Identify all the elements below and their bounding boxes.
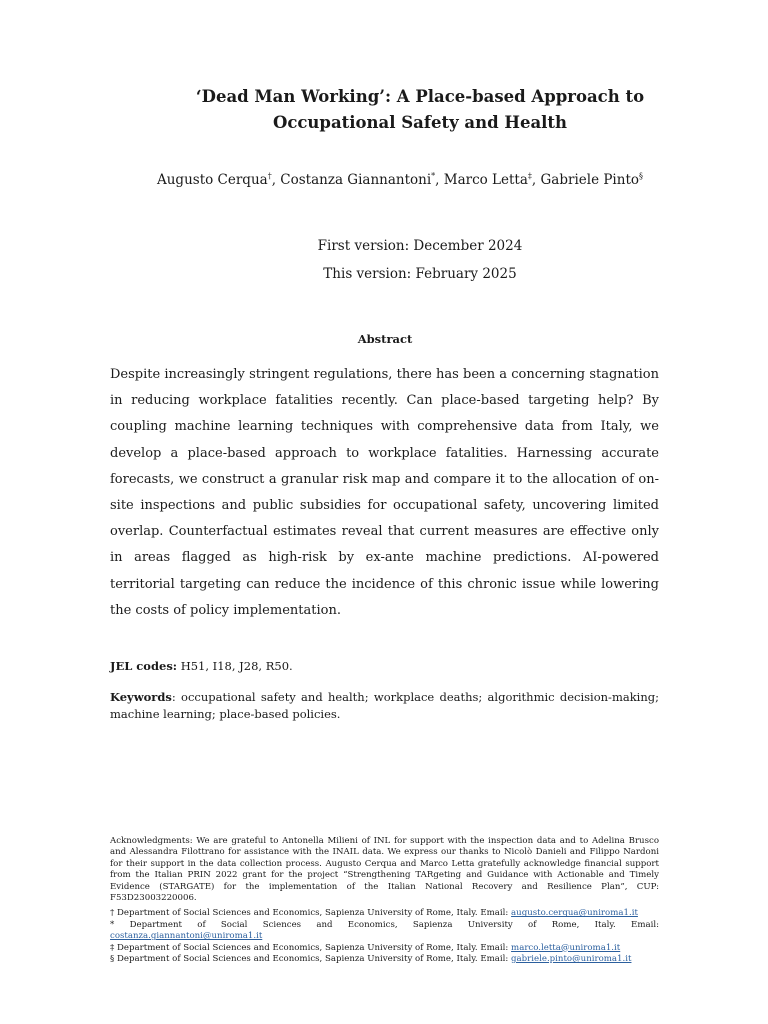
keywords-text: : occupational safety and health; workplace deaths; algorithmic decision-making; machine learning; place-based policies.	[110, 690, 659, 721]
jel-codes	[110, 658, 659, 674]
footnote-mark: ‡	[110, 942, 115, 953]
first-version: First version: December 2024	[317, 238, 523, 254]
title-line-1: ‘Dead Man Working’: A Place-based Approach to	[195, 87, 645, 106]
author-name: Costanza Giannantoni	[280, 172, 432, 188]
title-line-2: Occupational Safety and Health	[272, 113, 568, 132]
keywords-label: Keywords	[110, 690, 172, 704]
acknowledgments: Acknowledgments: We are grateful to Antonella Milieni of INL for support with the inspection data and to Adelina Brusco and Alessandra Filottrano for assistance with the INAIL data. We express our thanks to Nicolò Danieli and Filippo Nardoni for their support in the data collection process. Augusto Cerqua and Marco Letta gratefully acknowledge financial support from the Italian PRIN 2022 grant for the project “Strengthening TARgeting and Guidance with Actionable and Timely Evidence (STARGATE) for the implementation of the Italian National Recovery and Resilience Plan”, CUP: F53D23003220006.	[110, 836, 659, 904]
abstract-line: based approach to workplace fatalities. Harnessing accurate forecasts, we construct a	[110, 445, 659, 487]
footnotes	[110, 836, 659, 965]
author-list: Augusto Cerqua†, Costanza Giannantoni*, Marco Letta‡, Gabriele Pinto§	[156, 171, 643, 188]
email-link[interactable]: gabriele.pinto@uniroma1.it	[511, 954, 632, 965]
abstract-line: reveal that current measures are effective only in areas flagged as high-risk by ex-ante	[110, 524, 660, 566]
paper-title	[150, 84, 690, 136]
abstract-line: machine learning techniques with comprehensive data from Italy, we develop a place-	[110, 419, 659, 461]
author-mark: ‡	[527, 171, 532, 181]
abstract-line: granular risk map and compare it to the allocation of on-site inspections and public	[110, 471, 659, 514]
version-info	[160, 236, 680, 292]
email-link[interactable]: augusto.cerqua@uniroma1.it	[511, 908, 638, 919]
affiliation-text: Department of Social Sciences and Economics, Sapienza University of Rome, Italy. Email:	[117, 908, 512, 919]
keywords	[110, 689, 659, 723]
abstract-line: Despite increasingly stringent regulations, there has been a concerning stagnation in	[110, 367, 659, 409]
author-mark: §	[639, 171, 643, 181]
jel-label: JEL codes:	[110, 659, 178, 673]
author-name: Augusto Cerqua	[156, 172, 268, 188]
abstract-line: subsidies for occupational safety, uncovering limited overlap. Counterfactual estimates	[110, 498, 659, 540]
current-version: This version: February 2025	[323, 266, 517, 282]
footnote-mark: *	[110, 919, 115, 930]
affiliation-text: Department of Social Sciences and Economics, Sapienza University of Rome, Italy. Email:	[117, 942, 512, 953]
footnote-mark: §	[110, 954, 115, 965]
affiliation-text: Department of Social Sciences and Economics, Sapienza University of Rome, Italy. Email:	[117, 954, 512, 965]
abstract-heading: Abstract	[357, 332, 413, 346]
email-link[interactable]: costanza.giannantoni@uniroma1.it	[110, 931, 263, 942]
author-mark: *	[431, 171, 436, 181]
affiliation-footnote	[110, 954, 659, 965]
author-mark: †	[267, 171, 272, 181]
jel-values: H51, I18, J28, R50.	[180, 659, 293, 673]
footnote-mark: †	[110, 908, 115, 919]
affiliation-footnote	[110, 920, 659, 943]
affiliation-footnote	[110, 943, 659, 954]
abstract-line: machine predictions. AI-powered territorial targeting can reduce the incidence of this	[110, 550, 659, 592]
author-name: Gabriele Pinto	[540, 172, 639, 188]
abstract-line: reducing workplace fatalities recently. Can place-based targeting help? By coupling	[110, 393, 659, 435]
abstract-body	[110, 362, 659, 624]
author-name: Marco Letta	[443, 172, 528, 188]
email-link[interactable]: marco.letta@uniroma1.it	[511, 942, 621, 953]
abstract-line: chronic issue while lowering the costs of policy implementation.	[110, 576, 659, 618]
affiliation-footnote	[110, 908, 659, 919]
affiliation-text: Department of Social Sciences and Economics, Sapienza University of Rome, Italy. Email:	[129, 919, 659, 930]
